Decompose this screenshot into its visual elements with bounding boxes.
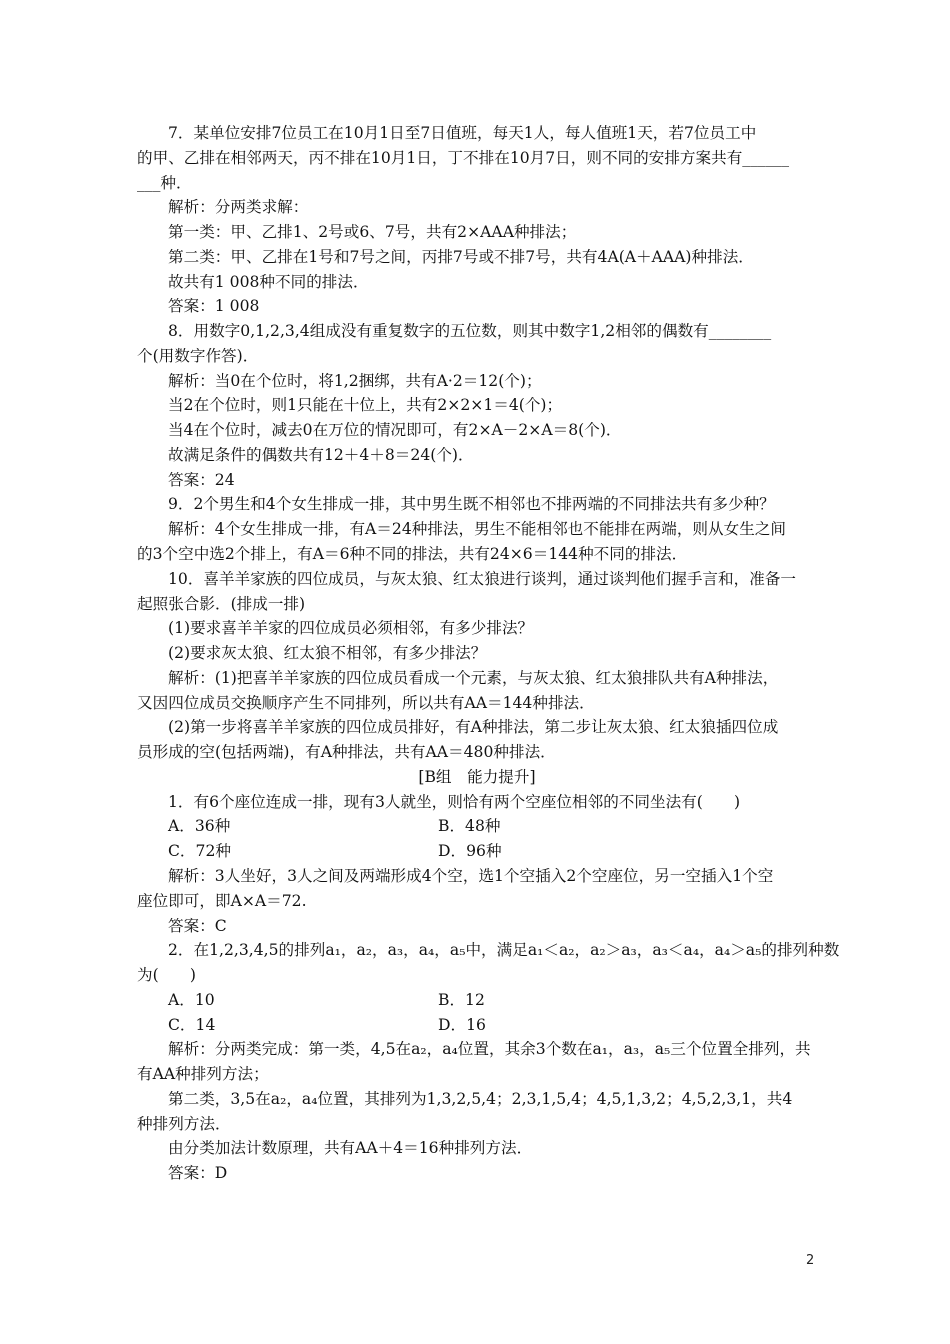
text-line: 解析：分两类完成：第一类，4,5在a₂，a₄位置，其余3个数在a₁，a₃，a₅三个位置全排列，共 [168,1040,811,1059]
text-line: 第二类，3,5在a₂，a₄位置，其排列为1,3,2,5,4；2,3,1,5,4；4,5,1,3,2；4,5,2,3,1，共4 [168,1089,793,1108]
text-line: (2)要求灰太狼、红太狼不相邻，有多少排法？ [168,644,487,663]
answer-option: C．14 [168,1015,216,1034]
text-line: 10．喜羊羊家族的四位成员，与灰太狼、红太狼进行谈判，通过谈判他们握手言和，准备一 [168,569,796,588]
text-line: 解析：分两类求解： [168,198,309,217]
answer-option: B．48种 [438,817,501,836]
text-line: 员形成的空(包括两端)，有A种排法，共有AA＝480种排法． [137,743,556,762]
text-line: 当2在个位时，则1只能在十位上，共有2×2×1＝4(个)； [168,396,563,415]
text-line: 解析：4个女生排成一排，有A＝24种排法，男生不能相邻也不能排在两端，则从女生之间 [168,520,786,539]
answer-option: A．10 [168,990,215,1009]
answer-option: D．96种 [438,842,502,861]
text-line: 故满足条件的偶数共有12＋4＋8＝24(个)． [168,445,474,464]
text-line: 第二类：甲、乙排在1号和7号之间，丙排7号或不排7号，共有4A(A＋AAA)种排法． [168,247,754,266]
text-line: 的3个空中选2个排上，有A＝6种不同的排法，共有24×6＝144种不同的排法． [137,545,688,564]
text-line: 2．在1,2,3,4,5的排列a₁，a₂，a₃，a₄，a₅中，满足a₁＜a₂，a₂＞a₃，a₃＜a₄，a₄＞a₅的排列种数 [168,941,840,960]
text-line: 为( ) [137,966,196,985]
text-line: 答案：C [168,916,227,935]
text-line: (2)第一步将喜羊羊家族的四位成员排好，有A种排法，第二步让灰太狼、红太狼插四位成 [168,718,779,737]
text-line: 有AA种排列方法； [137,1065,269,1084]
answer-option: B．12 [438,990,485,1009]
text-line: 第一类：甲、乙排1、2号或6、7号，共有2×AAA种排法； [168,223,577,242]
text-line: 的甲、乙排在相邻两天，丙不排在10月1日，丁不排在10月7日，则不同的安排方案共有______ [137,148,790,167]
text-line: 答案：D [168,1164,228,1183]
text-line: (1)要求喜羊羊家的四位成员必须相邻，有多少排法？ [168,619,534,638]
text-line: 解析：3人坐好，3人之间及两端形成4个空，选1个空插入2个空座位，另一空插入1个空 [168,866,774,885]
text-line: 1．有6个座位连成一排，现有3人就坐，则恰有两个空座位相邻的不同坐法有( ) [168,792,741,811]
text-line: 又因四位成员交换顺序产生不同排列，所以共有AA＝144种排法． [137,693,595,712]
text-line: 故共有1 008种不同的排法． [168,272,369,291]
text-line: 座位即可，即A×A＝72. [137,891,307,910]
text-line: 个(用数字作答)． [137,346,259,365]
text-line: 由分类加法计数原理，共有AA＋4＝16种排列方法． [168,1139,533,1158]
text-line: [B组 能力提升] [418,767,536,786]
text-line: 答案：1 008 [168,297,260,316]
text-line: 9．2个男生和4个女生排成一排，其中男生既不相邻也不排两端的不同排法共有多少种？ [168,495,775,514]
text-line: 8．用数字0,1,2,3,4组成没有重复数字的五位数，则其中数字1,2相邻的偶数有________ [168,322,772,341]
page-number: 2 [806,1253,815,1268]
answer-option: D．16 [438,1015,486,1034]
answer-option: A．36种 [168,817,231,836]
answer-options-row [137,839,817,864]
text-line: 答案：24 [168,470,235,489]
text-line: 解析：当0在个位时，将1,2捆绑，共有A·2＝12(个)； [168,371,542,390]
text-line: 起照张合影．(排成一排) [137,594,306,613]
answer-option: C．72种 [168,842,231,861]
text-line: ___种． [137,173,192,192]
text-line: 7．某单位安排7位员工在10月1日至7日值班，每天1人，每人值班1天，若7位员工中 [168,124,757,142]
answer-options-row [137,988,817,1013]
answer-options-row [137,814,817,839]
text-line: 解析：(1)把喜羊羊家族的四位成员看成一个元素，与灰太狼、红太狼排队共有A种排法， [168,668,779,687]
text-line: 当4在个位时，减去0在万位的情况即可，有2×A－2×A＝8(个)． [168,421,622,440]
document-body [137,121,840,1186]
answer-options-row [137,1013,817,1038]
text-line: 种排列方法． [137,1114,231,1133]
